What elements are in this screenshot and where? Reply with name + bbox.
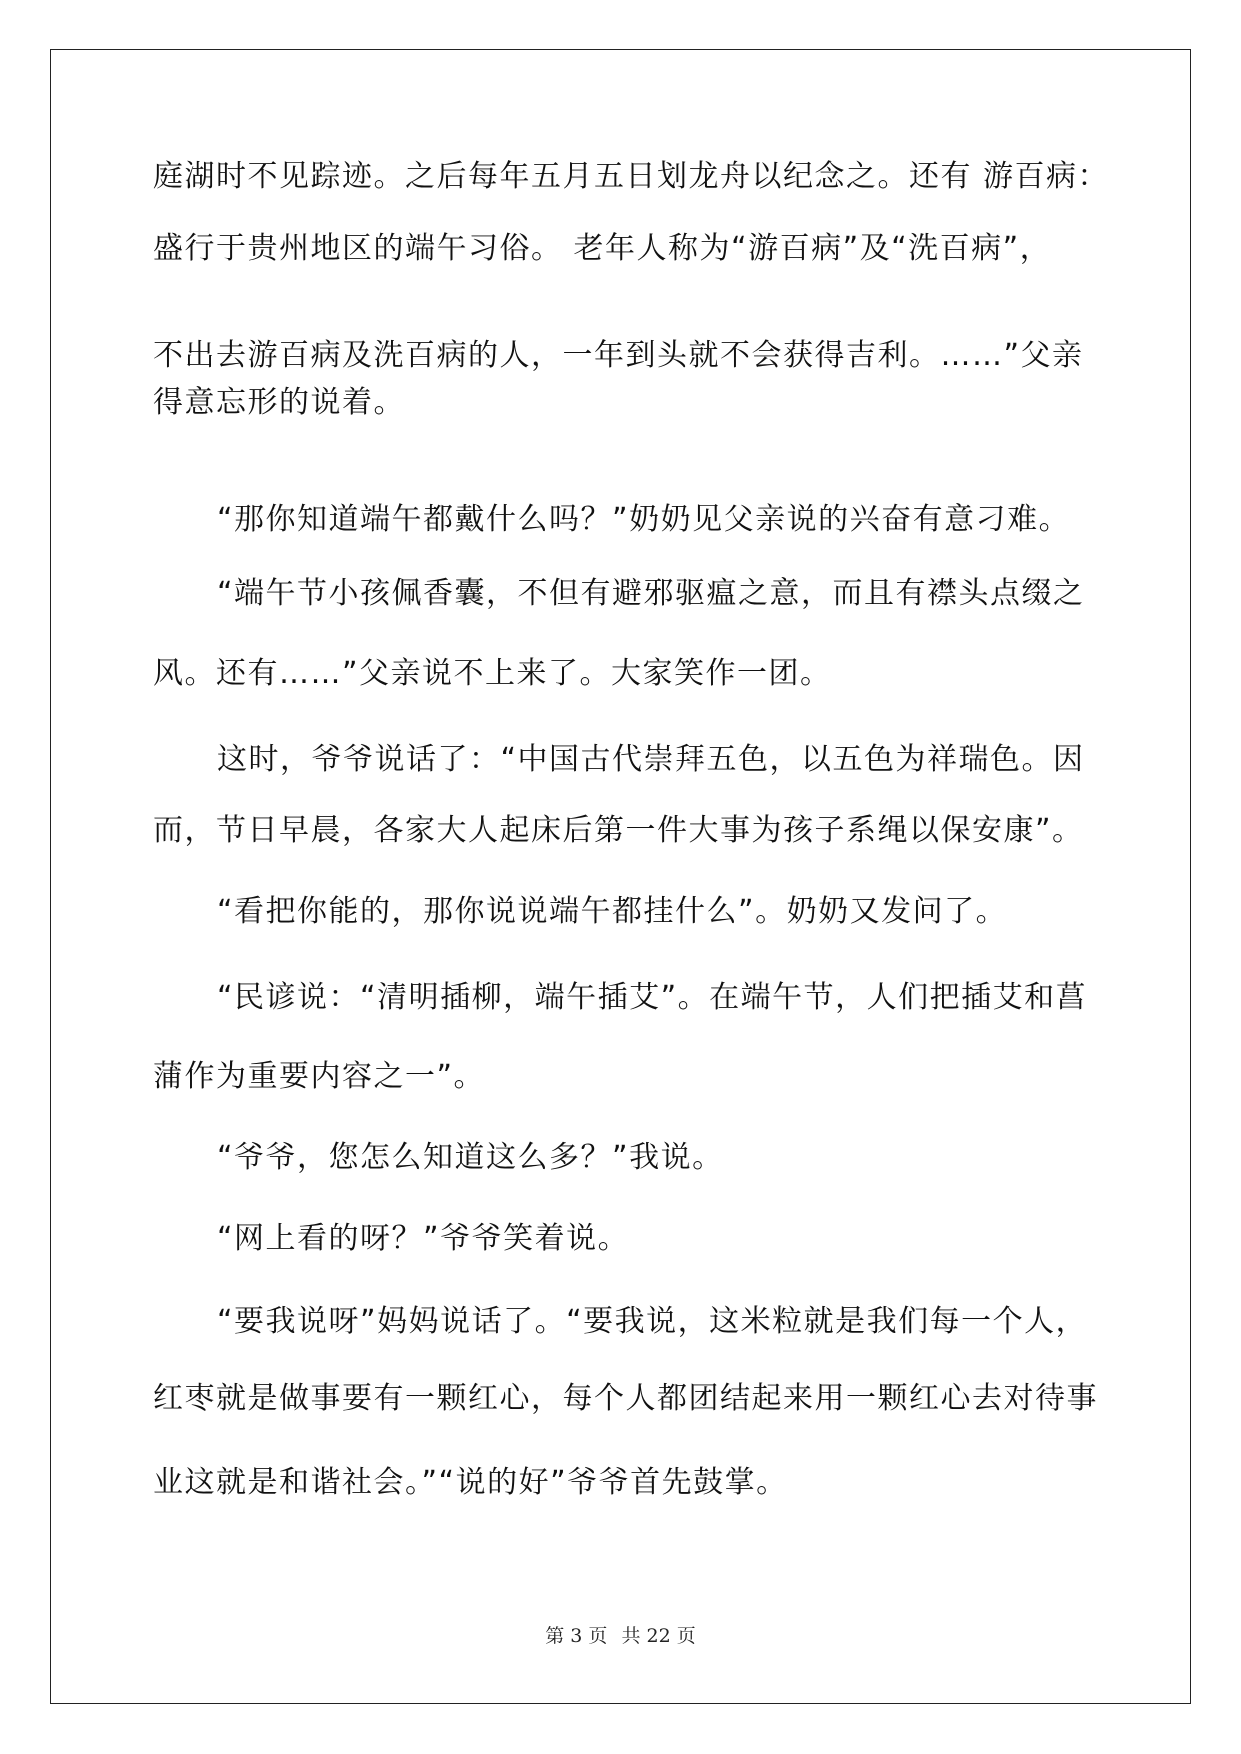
- text-line: 蒲作为重要内容之一”。: [153, 1059, 486, 1094]
- text-line: 得意忘形的说着。: [153, 385, 405, 420]
- text-line: 庭湖时不见踪迹。之后每年五月五日划龙舟以纪念之。还有 游百病：: [153, 159, 1110, 194]
- text-line: “爷爷，您怎么知道这么多？”我说。: [217, 1140, 724, 1175]
- text-line: 业这就是和谐社会。”“说的好”爷爷首先鼓掌。: [153, 1465, 788, 1500]
- text-line: “要我说呀”妈妈说话了。“要我说，这米粒就是我们每一个人，: [217, 1304, 1088, 1339]
- text-line: 红枣就是做事要有一颗红心，每个人都团结起来用一颗红心去对待事: [153, 1381, 1098, 1416]
- text-line: 而，节日早晨，各家大人起床后第一件大事为孩子系绳以保安康”。: [153, 813, 1084, 848]
- text-line: 不出去游百病及洗百病的人，一年到头就不会获得吉利。……”父亲: [153, 338, 1084, 373]
- page-footer: [0, 1624, 1241, 1648]
- text-line: “看把你能的，那你说说端午都挂什么”。奶奶又发问了。: [217, 894, 1008, 929]
- page-number: 第 3 页: [545, 1625, 608, 1647]
- text-line: “端午节小孩佩香囊，不但有避邪驱瘟之意，而且有襟头点缀之: [217, 576, 1085, 611]
- text-line: 这时，爷爷说话了：“中国古代崇拜五色，以五色为祥瑞色。因: [217, 742, 1085, 777]
- text-line: 盛行于贵州地区的端午习俗。 老年人称为“游百病”及“洗百病”，: [153, 231, 1052, 266]
- text-line: “网上看的呀？”爷爷笑着说。: [217, 1221, 630, 1256]
- text-line: “那你知道端午都戴什么吗？”奶奶见父亲说的兴奋有意刁难。: [217, 502, 1071, 537]
- page-total: 共 22 页: [621, 1625, 696, 1647]
- text-line: “民谚说：“清明插柳，端午插艾”。在端午节，人们把插艾和菖: [217, 980, 1088, 1015]
- text-line: 风。还有……”父亲说不上来了。大家笑作一团。: [153, 656, 832, 691]
- page-border: [50, 49, 1191, 1704]
